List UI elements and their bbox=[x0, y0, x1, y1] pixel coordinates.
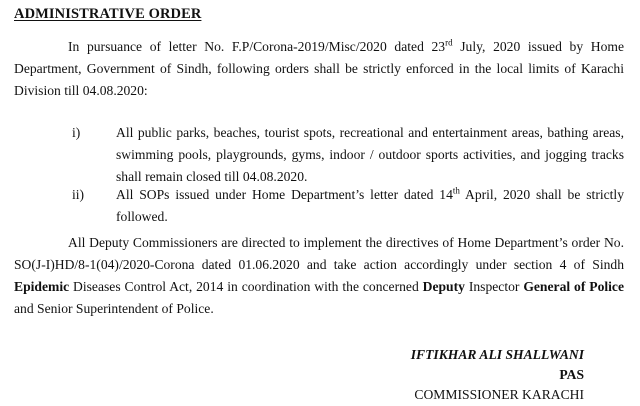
intro-paragraph bbox=[14, 36, 624, 102]
item-2-text-b: April, 2020 shall be strictly followed. bbox=[116, 187, 625, 224]
directive-text-2: Diseases Control Act, 2014 in coordination with the concerned bbox=[69, 279, 423, 294]
item-1-text: All public parks, beaches, tourist spots, recreational and entertainment areas, bathing areas, swimming pools, playgrounds, gyms, indoor / outdoor sports activities, and jogging tracks shall remain closed till 04.08.2020. bbox=[116, 125, 624, 184]
item-2-text-a: All SOPs issued under Home Department’s letter dated 14 bbox=[116, 187, 453, 202]
order-item-1 bbox=[14, 122, 624, 188]
signatory-suffix: PAS bbox=[559, 367, 584, 382]
item-2-marker: ii) bbox=[72, 187, 85, 202]
directive-bold-3: General of Police bbox=[523, 279, 624, 294]
directive-text-4: and Senior Superintendent of Police. bbox=[14, 301, 214, 316]
intro-text: In pursuance of letter No. F.P/Corona-2019/Misc/2020 dated 23 bbox=[68, 39, 446, 54]
order-item-2 bbox=[14, 184, 624, 228]
directive-paragraph bbox=[14, 232, 624, 320]
signatory-title: COMMISSIONER KARACHI bbox=[414, 387, 584, 402]
intro-text-cont: July, 2020 issued by Home Department, Government of Sindh, following orders shall be strictly enforced in the local limits of Karachi Division till 04.08.2020: bbox=[14, 39, 624, 98]
item-2-text bbox=[116, 184, 624, 228]
document-heading: ADMINISTRATIVE ORDER bbox=[14, 6, 202, 22]
directive-bold-1: Epidemic bbox=[14, 279, 70, 294]
directive-text-3: Inspector bbox=[464, 279, 524, 294]
signature-block bbox=[411, 345, 584, 405]
signatory-name: IFTIKHAR ALI SHALLWANI bbox=[410, 347, 584, 362]
item-1-marker: i) bbox=[72, 125, 81, 140]
directive-text-1: All Deputy Commissioners are directed to implement the directives of Home Department’s order No. SO(J-I)HD/8-1(04)/2020-Corona dated 01.06.2020 and take action accordingly under section 4 of Sindh bbox=[14, 235, 624, 272]
item-2-sup: th bbox=[452, 185, 460, 196]
intro-sup: rd bbox=[445, 37, 453, 48]
directive-bold-2: Deputy bbox=[422, 279, 465, 294]
